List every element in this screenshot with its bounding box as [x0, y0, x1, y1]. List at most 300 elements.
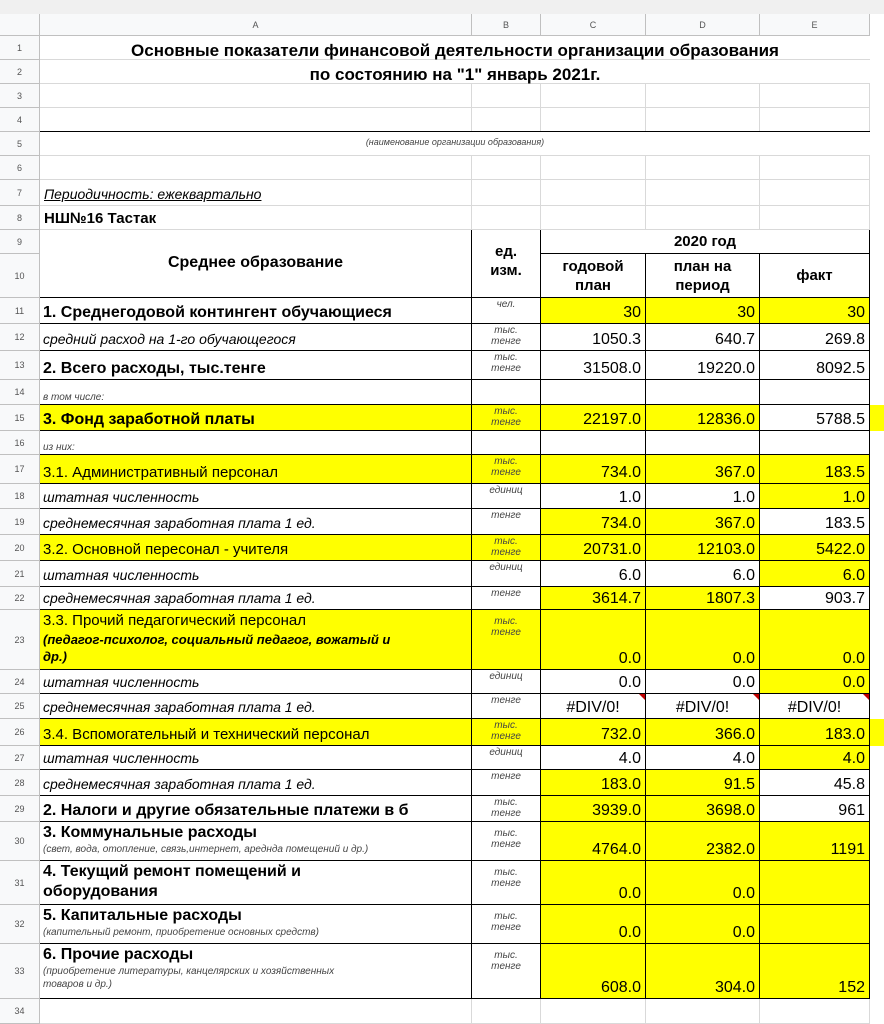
row-label: среднемесячная заработная плата 1 ед. — [43, 699, 316, 715]
value-cell-d[interactable] — [646, 509, 760, 535]
value-cell-d[interactable] — [646, 822, 760, 861]
row-label: штатная численность — [43, 489, 200, 505]
value-c: 734.0 — [600, 464, 641, 481]
row-label: др.) — [43, 649, 67, 664]
value-cell-d[interactable] — [646, 455, 760, 484]
row-label: штатная численность — [43, 567, 200, 583]
grid-cell[interactable] — [760, 180, 870, 206]
row-header[interactable]: 28 — [0, 770, 40, 796]
unit-label: тыс. тенге — [491, 616, 521, 638]
row-label: (капительный ремонт, приобретение основных средств) — [43, 927, 319, 938]
value-d: 12836.0 — [697, 411, 755, 428]
value-d: 91.5 — [723, 776, 755, 793]
row-header[interactable]: 13 — [0, 351, 40, 380]
row-label-cell[interactable] — [40, 509, 472, 535]
value-cell-c[interactable] — [541, 509, 646, 535]
value-c: 608.0 — [600, 979, 641, 996]
value-cell-d[interactable] — [646, 861, 760, 905]
grid-cell[interactable] — [40, 156, 472, 180]
value-e: 1.0 — [842, 489, 865, 506]
value-cell-e[interactable] — [760, 561, 870, 587]
grid-cell[interactable] — [760, 108, 870, 132]
value-cell-e[interactable] — [760, 822, 870, 861]
unit-cell[interactable] — [472, 351, 541, 380]
grid-cell[interactable] — [472, 180, 541, 206]
header-unit-label: ед. изм. — [490, 243, 522, 279]
value-c: 30 — [623, 304, 641, 321]
unit-cell[interactable] — [472, 484, 541, 509]
value-d: 6.0 — [732, 567, 755, 584]
unit-cell[interactable] — [472, 670, 541, 694]
unit-cell[interactable] — [472, 822, 541, 861]
header-annual-plan-label: годовой план — [562, 258, 624, 294]
grid-cell[interactable] — [40, 108, 472, 132]
row-label: 2. Всего расходы, тыс.тенге — [43, 360, 266, 377]
value-cell-d[interactable] — [646, 431, 760, 455]
row-header[interactable]: 8 — [0, 206, 40, 230]
value-cell-c[interactable] — [541, 587, 646, 610]
value-c: 0.0 — [618, 885, 641, 902]
value-cell-c[interactable] — [541, 944, 646, 999]
unit-cell[interactable] — [472, 861, 541, 905]
value-cell-c[interactable] — [541, 351, 646, 380]
row-header[interactable]: 20 — [0, 535, 40, 561]
value-cell-e[interactable] — [760, 405, 870, 431]
value-cell-e[interactable] — [760, 431, 870, 455]
row-label: 2. Налоги и другие обязательные платежи в б — [43, 802, 409, 819]
row-label-cell[interactable] — [40, 670, 472, 694]
unit-cell[interactable] — [472, 610, 541, 670]
value-c: 3614.7 — [592, 590, 641, 607]
value-cell-e[interactable] — [760, 509, 870, 535]
unit-label: единиц — [489, 671, 523, 682]
row-label-cell[interactable] — [40, 944, 472, 999]
row-label-cell[interactable] — [40, 694, 472, 719]
row-label: 3. Коммунальные расходы — [43, 824, 257, 841]
select-all-corner[interactable] — [0, 14, 40, 36]
column-header-b[interactable]: B — [472, 14, 541, 36]
value-c: 183.0 — [600, 776, 641, 793]
value-d: 12103.0 — [697, 541, 755, 558]
row-label-cell[interactable] — [40, 324, 472, 351]
row-label: 3. Фонд заработной платы — [43, 411, 255, 428]
grid-cell[interactable] — [541, 206, 646, 230]
value-d: 2382.0 — [706, 841, 755, 858]
value-cell-d[interactable] — [646, 670, 760, 694]
value-cell-e[interactable] — [760, 535, 870, 561]
unit-cell[interactable] — [472, 298, 541, 324]
row-header[interactable]: 18 — [0, 484, 40, 509]
unit-cell[interactable] — [472, 405, 541, 431]
value-d: 640.7 — [714, 331, 755, 348]
org-name-caption: (наименование организации образования) — [365, 137, 545, 147]
value-cell-d[interactable] — [646, 905, 760, 944]
value-cell-d[interactable] — [646, 746, 760, 770]
value-cell-e[interactable] — [760, 380, 870, 405]
value-cell-c[interactable] — [541, 670, 646, 694]
header-period-plan-cell[interactable] — [646, 254, 760, 298]
value-c: 22197.0 — [583, 411, 641, 428]
column-header-a[interactable]: A — [40, 14, 472, 36]
grid-cell[interactable] — [760, 206, 870, 230]
column-header-e[interactable]: E — [760, 14, 870, 36]
unit-cell[interactable] — [472, 431, 541, 455]
row-header[interactable]: 6 — [0, 156, 40, 180]
column-header-d[interactable]: D — [646, 14, 760, 36]
row-header[interactable]: 19 — [0, 509, 40, 535]
value-e: 4.0 — [842, 750, 865, 767]
unit-label: тенге — [491, 771, 521, 782]
value-cell-d[interactable] — [646, 610, 760, 670]
grid-cell[interactable] — [760, 84, 870, 108]
header-section-cell[interactable] — [40, 230, 472, 298]
row-label-cell[interactable] — [40, 905, 472, 944]
row-label: 3.4. Вспомогательный и технический персонал — [43, 726, 370, 743]
row-header[interactable]: 14 — [0, 380, 40, 405]
row-label-cell[interactable] — [40, 380, 472, 405]
unit-label: единиц — [489, 485, 523, 496]
value-e: 30 — [847, 304, 865, 321]
value-cell-e[interactable] — [760, 770, 870, 796]
row-header[interactable]: 25 — [0, 694, 40, 719]
unit-label: тенге — [491, 588, 521, 599]
grid-cell[interactable] — [472, 999, 541, 1024]
unit-cell[interactable] — [472, 561, 541, 587]
grid-cell[interactable] — [646, 108, 760, 132]
value-d: 4.0 — [732, 750, 755, 767]
unit-cell[interactable] — [472, 380, 541, 405]
error-marker-icon — [639, 694, 645, 700]
value-cell-c[interactable] — [541, 694, 646, 719]
value-d: 0.0 — [732, 924, 755, 941]
row-header[interactable]: 10 — [0, 254, 40, 298]
row-header[interactable]: 34 — [0, 999, 40, 1024]
row-label: среднемесячная заработная плата 1 ед. — [43, 515, 316, 531]
header-year-label: 2020 год — [673, 233, 737, 250]
value-cell-d[interactable] — [646, 324, 760, 351]
row-label-cell[interactable] — [40, 861, 472, 905]
value-cell-e[interactable] — [760, 587, 870, 610]
value-d: 19220.0 — [697, 360, 755, 377]
row-label: средний расход на 1-го обучающегося — [43, 331, 296, 347]
row-label-cell[interactable] — [40, 746, 472, 770]
value-cell-c[interactable] — [541, 746, 646, 770]
value-cell-c[interactable] — [541, 431, 646, 455]
grid-cell[interactable] — [541, 999, 646, 1024]
grid-cell[interactable] — [760, 999, 870, 1024]
row-label-cell[interactable] — [40, 298, 472, 324]
value-d: 0.0 — [732, 674, 755, 691]
grid-cell[interactable] — [541, 108, 646, 132]
row-label-cell[interactable] — [40, 455, 472, 484]
row-header[interactable]: 4 — [0, 108, 40, 132]
value-c: 1.0 — [618, 489, 641, 506]
row-label-cell[interactable] — [40, 822, 472, 861]
value-cell-d[interactable] — [646, 770, 760, 796]
grid-cell[interactable] — [472, 156, 541, 180]
value-cell-e[interactable] — [760, 455, 870, 484]
unit-label: тыс. тенге — [491, 456, 521, 478]
value-c: #DIV/0! — [566, 699, 620, 716]
unit-cell[interactable] — [472, 455, 541, 484]
unit-cell[interactable] — [472, 944, 541, 999]
periodicity-label: Периодичность: ежеквартально — [44, 186, 262, 202]
row-header[interactable]: 31 — [0, 861, 40, 905]
row-label-cell[interactable] — [40, 351, 472, 380]
row-subheading: из них: — [43, 442, 75, 453]
value-cell-d[interactable] — [646, 380, 760, 405]
row-label-cell[interactable] — [40, 610, 472, 670]
unit-cell[interactable] — [472, 535, 541, 561]
value-cell-d[interactable] — [646, 351, 760, 380]
value-d: 367.0 — [714, 515, 755, 532]
unit-label: тенге — [491, 510, 521, 521]
unit-label: тыс. тенге — [491, 911, 521, 933]
header-fact-cell[interactable] — [760, 254, 870, 298]
value-c: 0.0 — [618, 650, 641, 667]
value-cell-c[interactable] — [541, 770, 646, 796]
grid-cell[interactable] — [472, 206, 541, 230]
value-c: 1050.3 — [592, 331, 641, 348]
row-header[interactable]: 2 — [0, 60, 40, 84]
value-d: 1807.3 — [706, 590, 755, 607]
value-cell-c[interactable] — [541, 610, 646, 670]
grid-cell[interactable] — [646, 180, 760, 206]
value-e: 903.7 — [824, 590, 865, 607]
grid-cell[interactable] — [646, 999, 760, 1024]
grid-cell[interactable] — [541, 156, 646, 180]
value-d: 367.0 — [714, 464, 755, 481]
unit-label: тыс. тенге — [491, 352, 521, 374]
value-e: 45.8 — [833, 776, 865, 793]
value-cell-e[interactable] — [760, 944, 870, 999]
value-cell-d[interactable] — [646, 484, 760, 509]
unit-cell[interactable] — [472, 796, 541, 822]
grid-cell[interactable] — [40, 84, 472, 108]
row-header[interactable]: 32 — [0, 905, 40, 944]
header-annual-plan-cell[interactable] — [541, 254, 646, 298]
row-label-cell[interactable] — [40, 770, 472, 796]
value-cell-e[interactable] — [760, 324, 870, 351]
value-cell-e[interactable] — [760, 719, 870, 746]
row-label-cell[interactable] — [40, 484, 472, 509]
header-fact-label: факт — [796, 267, 833, 284]
value-c: 0.0 — [618, 674, 641, 691]
value-cell-e[interactable] — [760, 298, 870, 324]
value-cell-e[interactable] — [760, 746, 870, 770]
row-label: 3.3. Прочий педагогический персонал — [43, 612, 306, 629]
value-cell-c[interactable] — [541, 455, 646, 484]
value-cell-c[interactable] — [541, 324, 646, 351]
row-label: 3.1. Административный персонал — [43, 464, 279, 481]
unit-cell[interactable] — [472, 694, 541, 719]
value-cell-e[interactable] — [760, 796, 870, 822]
unit-label: тыс. тенге — [491, 950, 521, 972]
row-label-cell[interactable] — [40, 561, 472, 587]
row-header[interactable]: 27 — [0, 746, 40, 770]
row-header[interactable]: 1 — [0, 36, 40, 60]
row-label-cell[interactable] — [40, 796, 472, 822]
grid-cell[interactable] — [472, 84, 541, 108]
value-d: 304.0 — [714, 979, 755, 996]
row-header[interactable]: 23 — [0, 610, 40, 670]
value-cell-c[interactable] — [541, 822, 646, 861]
value-cell-c[interactable] — [541, 535, 646, 561]
value-cell-d[interactable] — [646, 298, 760, 324]
grid-cell[interactable] — [472, 108, 541, 132]
row-label-cell[interactable] — [40, 535, 472, 561]
value-e: 269.8 — [824, 331, 865, 348]
value-cell-c[interactable] — [541, 561, 646, 587]
grid-cell[interactable] — [40, 999, 472, 1024]
unit-label: тыс. тенге — [491, 797, 521, 819]
value-e: 6.0 — [842, 567, 865, 584]
row-header[interactable]: 21 — [0, 561, 40, 587]
row-subheading: в том числе: — [43, 392, 105, 403]
value-cell-c[interactable] — [541, 380, 646, 405]
value-cell-d[interactable] — [646, 535, 760, 561]
value-e: 183.0 — [824, 726, 865, 743]
row-label-cell[interactable] — [40, 405, 472, 431]
row-header[interactable]: 7 — [0, 180, 40, 206]
value-c: 734.0 — [600, 515, 641, 532]
org-name-underline — [40, 131, 870, 132]
row-header[interactable]: 33 — [0, 944, 40, 999]
row-header[interactable]: 30 — [0, 822, 40, 861]
row-label: (приобретение литературы, канцелярских и хозяйственных — [43, 966, 335, 977]
value-c: 3939.0 — [592, 802, 641, 819]
value-cell-d[interactable] — [646, 587, 760, 610]
value-cell-c[interactable] — [541, 719, 646, 746]
row-label: 6. Прочие расходы — [43, 946, 194, 963]
grid-cell[interactable] — [646, 156, 760, 180]
value-cell-d[interactable] — [646, 694, 760, 719]
unit-cell[interactable] — [472, 770, 541, 796]
value-cell-e[interactable] — [760, 484, 870, 509]
row-label: среднемесячная заработная плата 1 ед. — [43, 590, 316, 606]
value-cell-d[interactable] — [646, 944, 760, 999]
report-title-line2: по состоянию на "1" январь 2021г. — [309, 65, 601, 84]
row-header[interactable]: 3 — [0, 84, 40, 108]
row-header[interactable]: 15 — [0, 405, 40, 431]
row-label: (педагог-психолог, социальный педагог, вожатый и — [43, 632, 391, 647]
value-cell-c[interactable] — [541, 298, 646, 324]
value-d: 0.0 — [732, 650, 755, 667]
unit-cell[interactable] — [472, 746, 541, 770]
unit-cell[interactable] — [472, 587, 541, 610]
grid-cell[interactable] — [646, 206, 760, 230]
report-title-line1: Основные показатели финансовой деятельности организации образования — [131, 41, 779, 60]
value-cell-d[interactable] — [646, 561, 760, 587]
row-label: 3.2. Основной пересонал - учителя — [43, 541, 289, 558]
value-cell-d[interactable] — [646, 405, 760, 431]
unit-label: тенге — [491, 695, 521, 706]
unit-cell[interactable] — [472, 509, 541, 535]
row-header[interactable]: 22 — [0, 587, 40, 610]
row-label-cell[interactable] — [40, 431, 472, 455]
value-c: 732.0 — [600, 726, 641, 743]
value-c: 0.0 — [618, 924, 641, 941]
row-label: (свет, вода, отопление, связь,интернет, аредндa помещений и др.) — [43, 844, 369, 855]
row-label: штатная численность — [43, 750, 200, 766]
unit-label: тыс. тенге — [491, 720, 521, 742]
value-e: 5422.0 — [816, 541, 865, 558]
value-cell-e[interactable] — [760, 694, 870, 719]
unit-label: тыс. тенге — [491, 325, 521, 347]
value-cell-d[interactable] — [646, 796, 760, 822]
grid-cell[interactable] — [541, 84, 646, 108]
value-e: 0.0 — [842, 650, 865, 667]
value-cell-c[interactable] — [541, 861, 646, 905]
value-cell-c[interactable] — [541, 905, 646, 944]
value-cell-c[interactable] — [541, 405, 646, 431]
row-header[interactable]: 16 — [0, 431, 40, 455]
unit-cell[interactable] — [472, 324, 541, 351]
toolbar-strip — [0, 0, 884, 14]
row-label: штатная численность — [43, 674, 200, 690]
value-d: 3698.0 — [706, 802, 755, 819]
value-c: 6.0 — [618, 567, 641, 584]
value-e: 961 — [838, 802, 865, 819]
value-cell-e[interactable] — [760, 905, 870, 944]
unit-cell[interactable] — [472, 719, 541, 746]
value-cell-c[interactable] — [541, 484, 646, 509]
value-e: 152 — [838, 979, 865, 996]
header-year-cell[interactable] — [541, 230, 870, 254]
row-label-cell[interactable] — [40, 587, 472, 610]
value-cell-e[interactable] — [760, 670, 870, 694]
row-header[interactable]: 26 — [0, 719, 40, 746]
grid-cell[interactable] — [541, 180, 646, 206]
value-d: 1.0 — [732, 489, 755, 506]
value-cell-e[interactable] — [760, 351, 870, 380]
grid-cell[interactable] — [646, 84, 760, 108]
unit-label: единиц — [489, 562, 523, 573]
row-label: 4. Текущий ремонт помещений и — [43, 863, 301, 880]
header-unit-cell[interactable] — [472, 230, 541, 298]
row-header[interactable]: 24 — [0, 670, 40, 694]
row-header[interactable]: 12 — [0, 324, 40, 351]
value-cell-c[interactable] — [541, 796, 646, 822]
value-cell-d[interactable] — [646, 719, 760, 746]
row-header[interactable]: 17 — [0, 455, 40, 484]
grid-cell[interactable] — [760, 156, 870, 180]
row-header[interactable]: 9 — [0, 230, 40, 254]
unit-label: единиц — [489, 747, 523, 758]
highlight-overflow — [870, 719, 884, 746]
school-name: НШ№16 Тастак — [44, 210, 157, 227]
row-header[interactable]: 11 — [0, 298, 40, 324]
column-header-c[interactable]: C — [541, 14, 646, 36]
value-c: 4764.0 — [592, 841, 641, 858]
row-label-cell[interactable] — [40, 719, 472, 746]
value-cell-e[interactable] — [760, 610, 870, 670]
unit-label: тыс. тенге — [491, 536, 521, 558]
value-cell-e[interactable] — [760, 861, 870, 905]
value-d: 30 — [737, 304, 755, 321]
value-d: 366.0 — [714, 726, 755, 743]
error-marker-icon — [863, 694, 869, 700]
unit-cell[interactable] — [472, 905, 541, 944]
row-label: среднемесячная заработная плата 1 ед. — [43, 776, 316, 792]
unit-label: тыс. тенге — [491, 867, 521, 889]
row-label: оборудования — [43, 883, 158, 900]
row-label: 1. Среднегодовой контингент обучающиеся — [43, 304, 392, 321]
row-header[interactable]: 5 — [0, 132, 40, 156]
value-d: 0.0 — [732, 885, 755, 902]
header-period-plan-label: план на период — [673, 258, 732, 294]
row-header[interactable]: 29 — [0, 796, 40, 822]
